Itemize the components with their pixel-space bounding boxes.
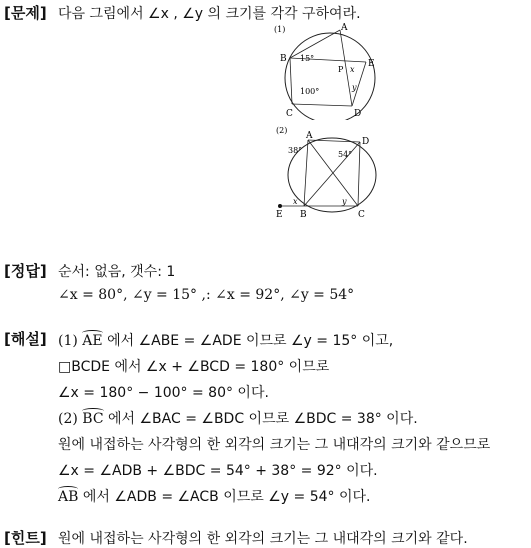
solution-line-7 [58,486,370,506]
figure-2-tag: (2) [276,126,288,135]
angle-54: 54° [338,150,353,159]
solution-line-6: ∠x = ∠ADB + ∠BDC = 54° + 38° = 92° 이다. [58,463,378,479]
figure-1 [270,20,385,120]
answer-value: ∠x = 80°, ∠y = 15° ,: ∠x = 92°, ∠y = 54° [58,287,355,303]
angle-y-2: y [342,197,347,206]
arc-ae: AE [82,333,103,349]
label-e2: E [276,210,283,220]
arc-bc: BC [82,411,104,427]
solution-line-1 [58,330,393,350]
segment-bc [290,58,292,104]
label-c2: C [358,210,365,220]
hint-text: 원에 내접하는 사각형의 한 외각의 크기는 그 내대각의 크기와 같다. [58,531,468,547]
solution-line-4 [58,408,418,428]
label-b2: B [300,210,307,220]
answer-meta: 순서: 없음, 갯수: 1 [58,264,176,280]
angle-100: 100° [300,87,320,96]
problem-label: [문제] [4,4,47,22]
solution-line-7-body: 에서 ∠ADB = ∠ACB 이므로 ∠y = 54° 이다. [78,489,371,505]
solution-line-5: 원에 내접하는 사각형의 한 외각의 크기는 그 내대각의 크기와 같으므로 [58,437,491,453]
segment-ba [290,30,340,58]
solution-line-1-body: 에서 ∠ABE = ∠ADE 이므로 ∠y = 15° 이고, [102,333,394,349]
solution-line-4-prefix: (2) [58,411,83,427]
solution-line-4-body: 에서 ∠BAC = ∠BDC 이므로 ∠BDC = 38° 이다. [103,411,418,427]
solution-label: [해설] [4,330,47,348]
label-b: B [280,54,287,64]
label-a2: A [306,131,313,141]
angle-y-1: y [352,83,357,92]
label-d: D [354,109,362,119]
point-e [278,204,282,208]
angle-x-2: x [293,197,298,206]
label-c: C [286,109,293,119]
arc-ab: AB [58,489,79,505]
label-e: E [368,59,375,69]
angle-x-1: x [350,65,355,74]
problem-text: 다음 그림에서 ∠x , ∠y 의 크기를 각각 구하여라. [58,6,361,22]
solution-line-2: □BCDE 에서 ∠x + ∠BCD = 180° 이므로 [58,359,330,375]
angle-38: 38° [288,146,303,155]
label-a: A [341,23,348,33]
figure-2 [272,122,384,222]
answer-label: [정답] [4,262,47,280]
segment-cd [292,104,352,106]
segment-dc2 [358,142,360,206]
solution-line-1-prefix: (1) [58,333,83,349]
angle-15: 15° [300,54,315,63]
solution-line-3: ∠x = 180° − 100° = 80° 이다. [58,385,269,401]
segment-ab2 [304,140,308,206]
hint-label: [힌트] [4,529,47,547]
label-d2: D [362,137,370,147]
label-p: P [338,65,344,74]
figure-1-tag: (1) [274,25,286,34]
